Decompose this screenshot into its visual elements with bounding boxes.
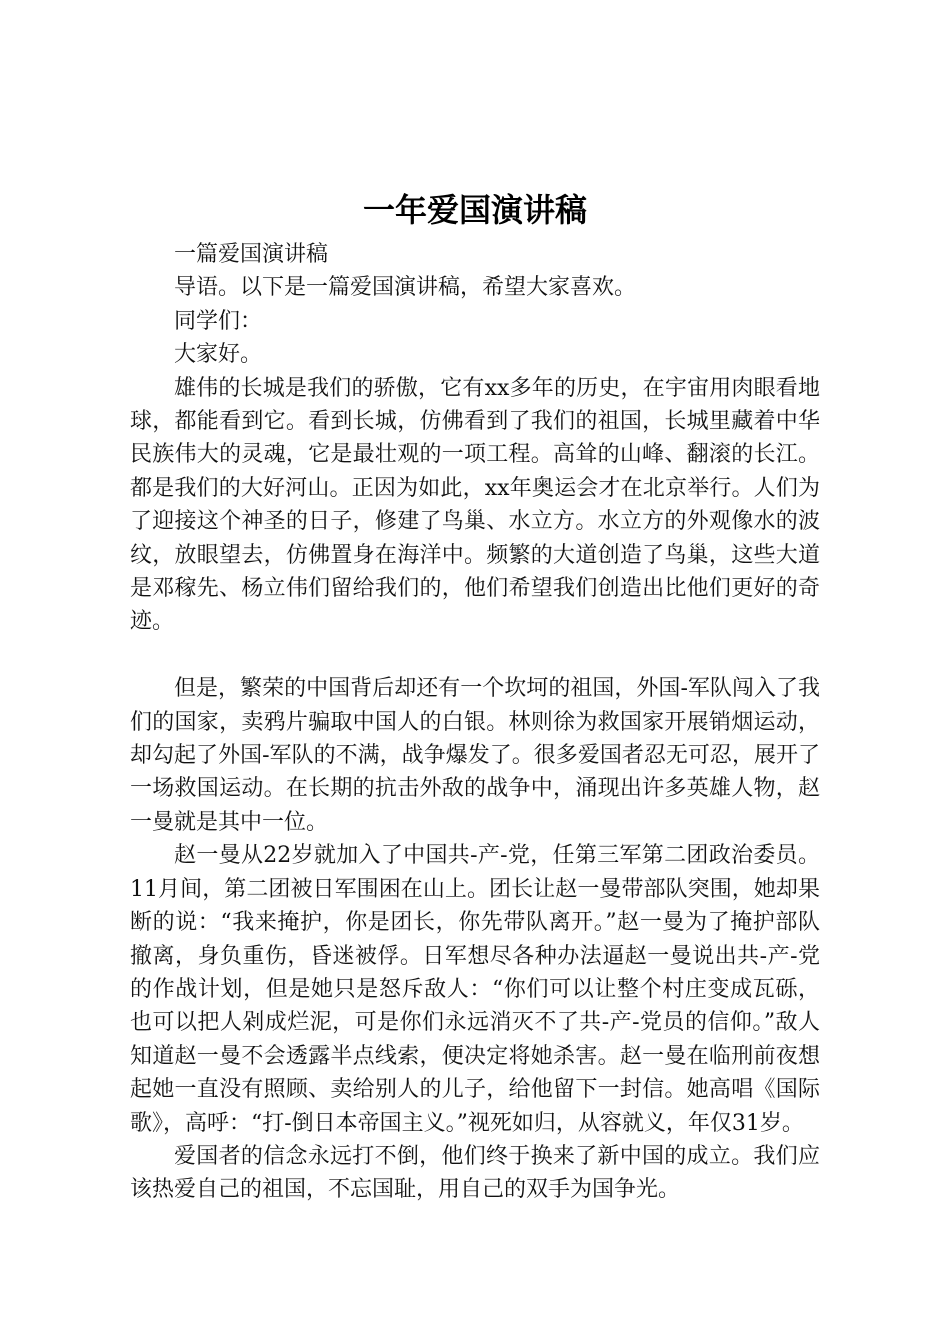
- paragraph-conclusion: 爱国者的信念永远打不倒，他们终于换来了新中国的成立。我们应该热爱自己的祖国，不忘国耻，用自己的双手为国争光。: [130, 1143, 820, 1203]
- paragraph-subtitle: 一篇爱国演讲稿: [174, 242, 329, 267]
- paragraph-intro: 导语。以下是一篇爱国演讲稿，希望大家喜欢。: [174, 275, 637, 301]
- paragraph-greeting: 大家好。: [174, 342, 263, 368]
- paragraph-history: 但是，繁荣的中国背后却还有一个坎坷的祖国，外国-军队闯入了我们的国家，卖鸦片骗取中国人的白银。林则徐为救国家开展销烟运动，却勾起了外国-军队的不满，战争爆发了。很多爱国者忍无可忍，展开了一场救国运动。在长期的抗击外敌的战争中，涌现出许多英雄人物，赵一曼就是其中一位。: [130, 676, 820, 835]
- document-title: 一年爱国演讲稿: [362, 191, 587, 229]
- paragraph-great-wall: 雄伟的长城是我们的骄傲，它有xx多年的历史，在宇宙用肉眼看地球，都能看到它。看到长城，仿佛看到了我们的祖国，长城里藏着中华民族伟大的灵魂，它是最壮观的一项工程。高耸的山峰、翻滚的长江。都是我们的大好河山。正因为如此，xx年奥运会才在北京举行。人们为了迎接这个神圣的日子，修建了鸟巢、水立方。水立方的外观像水的波纹，放眼望去，仿佛置身在海洋中。频繁的大道创造了鸟巢，这些大道是邓稼先、杨立伟们留给我们的，他们希望我们创造出比他们更好的奇迹。: [130, 375, 820, 635]
- paragraph-zhao-yiman: 赵一曼从22岁就加入了中国共-产-党，任第三军第二团政治委员。11月间，第二团被日军围困在山上。团长让赵一曼带部队突围，她却果断的说：“我来掩护，你是团长，你先带队离开。”赵一曼为了掩护部队撤离，身负重伤，昏迷被俘。日军想尽各种办法逼赵一曼说出共-产-党的作战计划，但是她只是怒斥敌人：“你们可以让整个村庄变成瓦砾，也可以把人剁成烂泥，可是你们永远消灭不了共-产-党员的信仰。”敌人知道赵一曼不会透露半点线索，便决定将她杀害。赵一曼在临刑前夜想起她一直没有照顾、卖给别人的儿子，给他留下一封信。她高唱《国际歌》，高呼：“打-倒日本帝国主义。”视死如归，从容就义，年仅31岁。: [130, 843, 820, 1136]
- paragraph-salutation: 同学们：: [174, 308, 263, 334]
- document-body: [130, 238, 820, 1207]
